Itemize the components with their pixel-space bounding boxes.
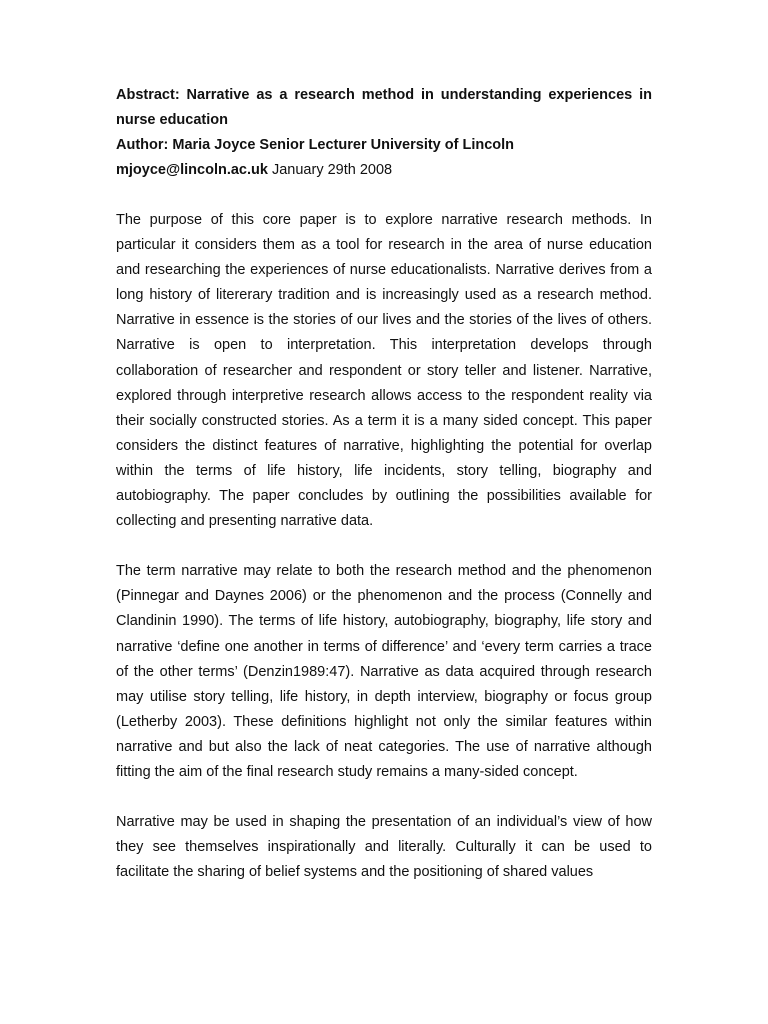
author-email[interactable]: mjoyce@lincoln.ac.uk <box>116 162 268 178</box>
document-date: January 29th 2008 <box>267 162 393 178</box>
paragraph-3: Narrative may be used in shaping the presentation of an individual’s view of how they see themselves inspirationally and literally. Culturally it can be used to facilitate the sharing of belief systems and the positioning of shared values <box>116 814 652 881</box>
paragraph-2: The term narrative may relate to both the research method and the phenomenon (Pinnegar and Daynes 2006) or the phenomenon and the process (Connelly and Clandinin 1990). The terms of life history, autobiography, biography, life story and narrative ‘define one another in terms of difference’ and ‘every term carries a trace of the other terms’ (Denzin1989:47). Narrative as data acquired through research may utilise story telling, life history, in depth interview, biography or focus group (Letherby 2003). These definitions highlight not only the similar features within narrative and but also the lack of neat categories. The use of narrative although fitting the aim of the final research study remains a many-sided concept. <box>116 563 652 780</box>
paragraph-1: The purpose of this core paper is to explore narrative research methods. In particular it considers them as a tool for research in the area of nurse education and researching the experiences of nurse educationalists. Narrative derives from a long history of litererary tradition and is increasingly used as a research method. Narrative in essence is the stories of our lives and the stories of the lives of others. Narrative is open to interpretation. This interpretation develops through collaboration of researcher and respondent or story teller and listener. Narrative, explored through interpretive research allows access to the respondent reality via their socially constructed stories. As a term it is a many sided concept. This paper considers the distinct features of narrative, highlighting the potential for overlap within the terms of life history, life incidents, story telling, biography and autobiography. The paper concludes by outlining the possibilities available for collecting and presenting narrative data. <box>116 212 652 530</box>
contact-line <box>116 158 652 183</box>
document-page <box>116 83 652 885</box>
abstract-title: Abstract: Narrative as a research method in understanding experiences in nurse education <box>116 87 652 128</box>
author-line: Author: Maria Joyce Senior Lecturer University of Lincoln <box>116 137 515 153</box>
